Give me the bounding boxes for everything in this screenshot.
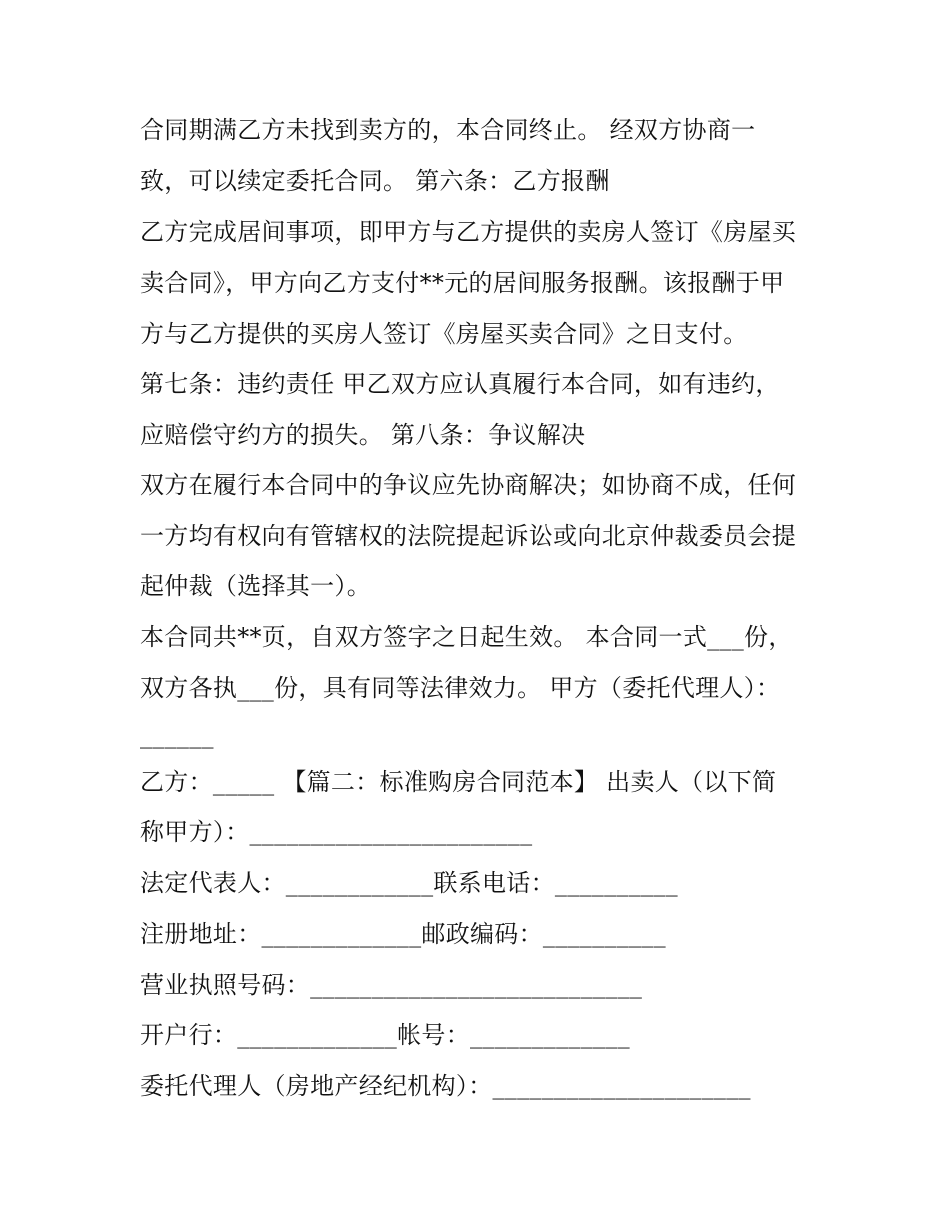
text-line: 方与乙方提供的买房人签订《房屋买卖合同》之日支付。 [140,320,748,348]
text-line: 双方各执___份，具有同等法律效力。 甲方（委托代理人）： [140,674,781,702]
text-line: 应赔偿守约方的损失。 第八条：争议解决 [140,421,586,449]
text-line: 本合同共**页，自双方签字之日起生效。 本合同一式___份， [140,623,793,651]
text-line: 称甲方）：_______________________ [140,818,533,846]
text-line: 致，可以续定委托合同。 第六条：乙方报酬 [140,167,610,195]
text-line: 卖合同》，甲方向乙方支付**元的居间服务报酬。该报酬于甲 [140,269,785,297]
text-line: 第七条：违约责任 甲乙双方应认真履行本合同，如有违约， [140,370,780,398]
text-line: 法定代表人：____________联系电话：__________ [140,869,678,897]
text-line: 乙方完成居间事项，即甲方与乙方提供的卖房人签订《房屋买 [140,218,797,246]
text-line: 乙方：_____ 【篇二：标准购房合同范本】 出卖人（以下简 [140,768,777,796]
text-line: 委托代理人（房地产经纪机构）：_____________________ [140,1072,751,1100]
text-line: 双方在履行本合同中的争议应先协商解决；如协商不成，任何 [140,471,797,499]
text-line: 营业执照号码：___________________________ [140,971,643,999]
text-line: 注册地址：_____________邮政编码：__________ [140,920,666,948]
text-line: 开户行：_____________帐号：_____________ [140,1021,630,1049]
text-line: 起仲裁（选择其一）。 [140,572,371,600]
text-line: 一方均有权向有管辖权的法院提起诉讼或向北京仲裁委员会提 [140,522,797,550]
signature-blank: ______ [140,721,214,749]
text-line: 合同期满乙方未找到卖方的，本合同终止。 经双方协商一 [140,116,756,144]
